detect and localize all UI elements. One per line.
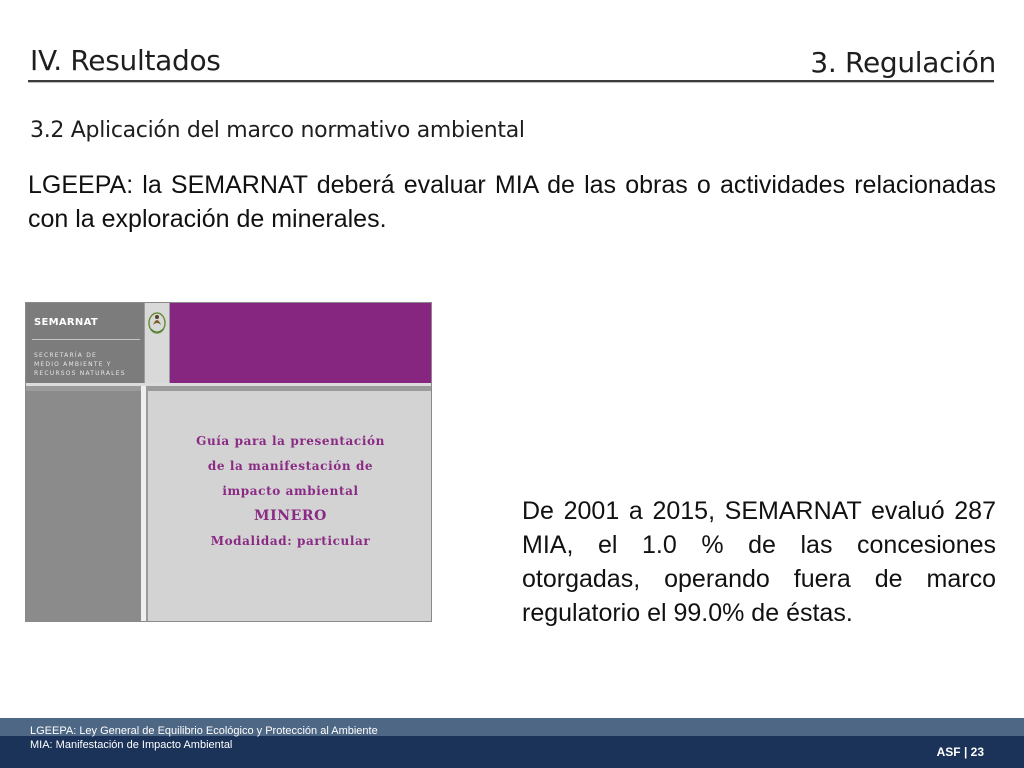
cover-brand-subtitle-line: RECURSOS NATURALES [34, 370, 126, 377]
cover-title [148, 429, 432, 554]
cover-brand-subtitle-line: SECRETARÍA DE [34, 352, 98, 359]
cover-vertical-divider [141, 386, 146, 622]
cover-title-line: de la manifestación de [207, 459, 374, 473]
cover-logo-block [26, 303, 144, 383]
cover-title-line: impacto ambiental [222, 484, 359, 498]
header-divider-shadow [28, 82, 994, 83]
subtitle: 3.2 Aplicación del marco normativo ambiental [30, 118, 525, 143]
footnote-mia: MIA: Manifestación de Impacto Ambiental [30, 739, 233, 751]
cover-accent-band [170, 303, 432, 383]
mexican-coat-of-arms-icon [145, 303, 169, 383]
result-paragraph: De 2001 a 2015, SEMARNAT evaluó 287 MIA, el 1.0 % de las concesiones otorgadas, operando fuera de marco regulatorio el 99.0% de éstas. [522, 497, 996, 627]
cover-title-line: Guía para la presentación [196, 434, 385, 448]
cover-brand-subtitle [34, 351, 126, 378]
cover-brand-subtitle-line: MEDIO AMBIENTE Y [34, 361, 112, 368]
page-number: ASF | 23 [936, 745, 984, 759]
cover-brand-divider [32, 339, 140, 340]
cover-title-line: MINERO [254, 508, 327, 524]
cover-title-line: Modalidad: particular [210, 534, 371, 548]
cover-left-panel [26, 391, 141, 622]
cover-brand: SEMARNAT [34, 317, 98, 328]
document-cover-image [25, 302, 432, 622]
topic-title: 3. Regulación [810, 46, 996, 79]
footnote-lgeepa: LGEEPA: Ley General de Equilibrio Ecológico y Protección al Ambiente [30, 725, 378, 737]
footer-bar [0, 718, 1024, 768]
lead-paragraph: LGEEPA: la SEMARNAT deberá evaluar MIA de las obras o actividades relacionadas con la exploración de minerales. [28, 171, 996, 233]
cover-horizontal-divider [26, 383, 432, 386]
section-title: IV. Resultados [30, 44, 221, 77]
cover-title-panel [148, 391, 432, 622]
